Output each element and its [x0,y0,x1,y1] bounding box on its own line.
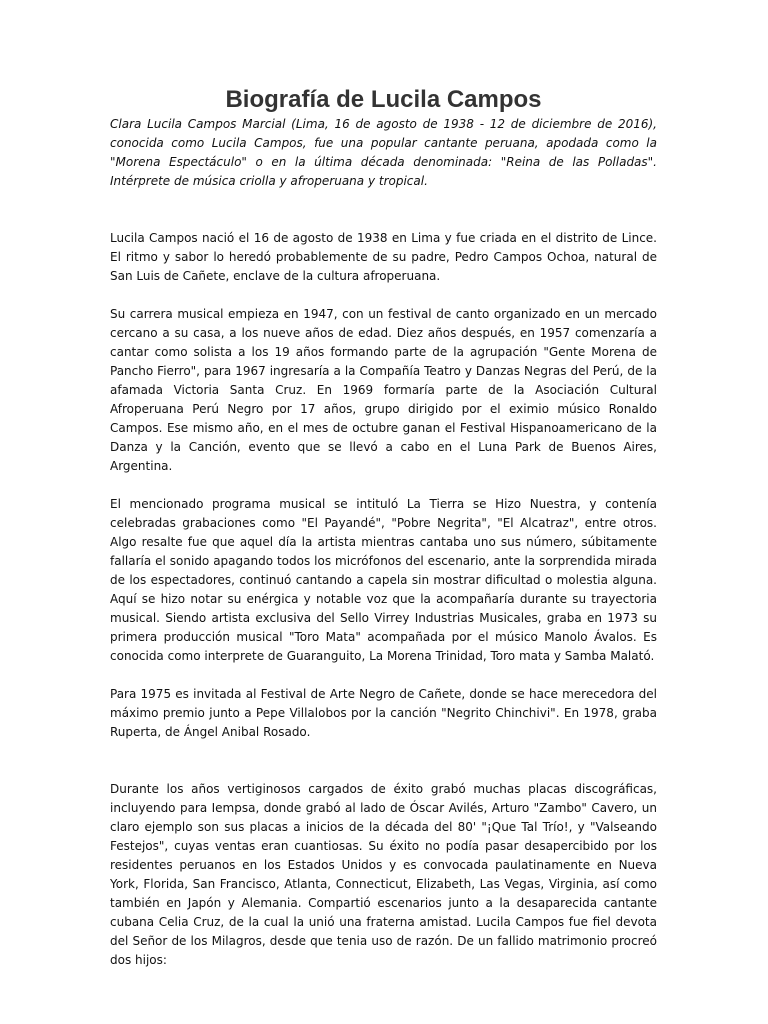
paragraph-program: El mencionado programa musical se intituló La Tierra se Hizo Nuestra, y contenía celebradas grabaciones como "El Payandé", "Pobre Negrita", "El Alcatraz", entre otros. Algo resalte fue que aquel día la artista mientras cantaba uno sus número, súbitamente fallaría el sonido apagando todos los micrófonos del escenario, ante la sorprendida mirada de los espectadores, continuó cantando a capela sin mostrar dificultad o molestia alguna. Aquí se hizo notar su enérgica y notable voz que la acompañaría durante su trayectoria musical. Siendo artista exclusiva del Sello Virrey Industrias Musicales, graba en 1973 su primera producción musical "Toro Mata" acompañada por el músico Manolo Ávalos. Es conocida como interprete de Guaranguito, La Morena Trinidad, Toro mata y Samba Malató. [110,497,657,663]
document-title: Biografía de Lucila Campos [225,86,542,113]
paragraph-birth: Lucila Campos nació el 16 de agosto de 1938 en Lima y fue criada en el distrito de Lince. El ritmo y sabor lo heredó probablemente de su padre, Pedro Campos Ochoa, natural de San Luis de Cañete, enclave de la cultura afroperuana. [110,231,657,283]
intro-paragraph: Clara Lucila Campos Marcial (Lima, 16 de agosto de 1938 - 12 de diciembre de 2016), conocida como Lucila Campos, fue una popular cantante peruana, apodada como la "Morena Espectáculo" o en la última década denominada: "Reina de las Polladas". Intérprete de música criolla y afroperuana y tropical. [110,117,657,188]
paragraph-festival: Para 1975 es invitada al Festival de Arte Negro de Cañete, donde se hace merecedora del máximo premio junto a Pepe Villalobos por la canción "Negrito Chinchivi". En 1978, graba Ruperta, de Ángel Anibal Rosado. [110,687,657,739]
paragraph-success: Durante los años vertiginosos cargados de éxito grabó muchas placas discográficas, incluyendo para Iempsa, donde grabó al lado de Óscar Avilés, Arturo "Zambo" Cavero, un claro ejemplo son sus placas a inicios de la década del 80' "¡Que Tal Trío!, y "Valseando Festejos", cuyas ventas eran cuantiosas. Su éxito no podía pasar desapercibido por los residentes peruanos en los Estados Unidos y es convocada paulatinamente en Nueva York, Florida, San Francisco, Atlanta, Connecticut, Elizabeth, Las Vegas, Virginia, así como también en Japón y Alemania. Compartió escenarios junto a la desaparecida cantante cubana Celia Cruz, de la cual la unió una fraterna amistad. Lucila Campos fue fiel devota del Señor de los Milagros, desde que tenia uso de razón. De un fallido matrimonio procreó dos hijos: [110,782,657,967]
paragraph-career: Su carrera musical empieza en 1947, con un festival de canto organizado en un mercado cercano a su casa, a los nueve años de edad. Diez años después, en 1957 comenzaría a cantar como solista a los 19 años formando parte de la agrupación "Gente Morena de Pancho Fierro", para 1967 ingresaría a la Compañía Teatro y Danzas Negras del Perú, de la afamada Victoria Santa Cruz. En 1969 formaría parte de la Asociación Cultural Afroperuana Perú Negro por 17 años, grupo dirigido por el eximio músico Ronaldo Campos. Ese mismo año, en el mes de octubre ganan el Festival Hispanoamericano de la Danza y la Canción, evento que se llevó a cabo en el Luna Park de Buenos Aires, Argentina. [110,307,657,473]
document-body [110,85,657,970]
